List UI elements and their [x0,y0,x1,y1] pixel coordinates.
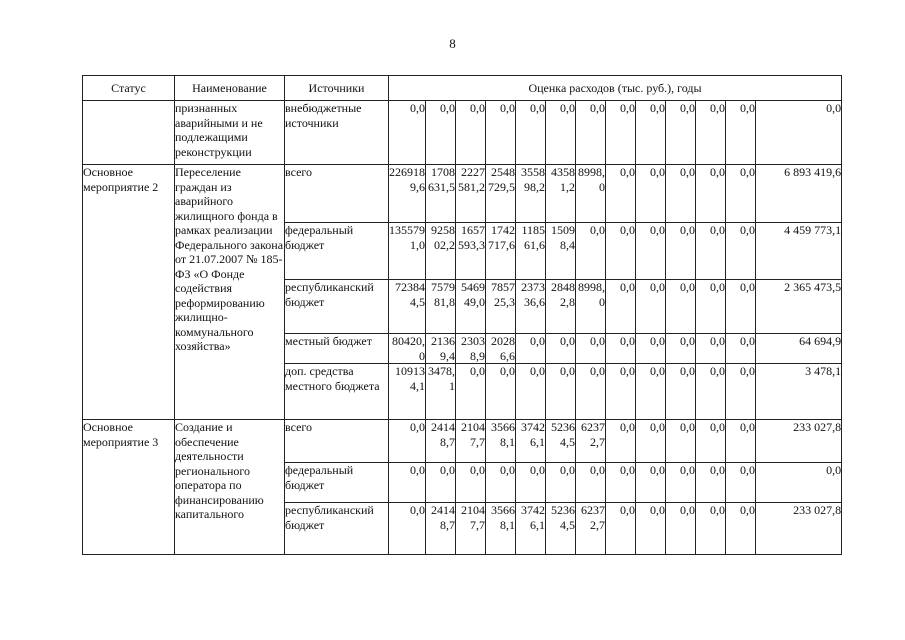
year-value-cell: 0,0 [576,463,606,503]
total-cell: 64 694,9 [756,334,842,364]
year-value-cell: 0,0 [516,364,546,420]
year-value-cell: 0,0 [696,503,726,555]
total-cell: 4 459 773,1 [756,223,842,280]
year-value-cell: 0,0 [576,364,606,420]
year-value-cell: 0,0 [606,280,636,334]
page-number: 8 [449,36,456,51]
year-value-cell: 0,0 [696,420,726,463]
year-value-cell: 355898,2 [516,165,546,223]
source-cell: доп. средства местного бюджета [285,364,389,420]
year-value-cell: 0,0 [666,101,696,165]
total-cell: 6 893 419,6 [756,165,842,223]
year-value-cell: 24148,7 [426,420,456,463]
year-value-cell: 785725,3 [486,280,516,334]
year-value-cell: 8998,0 [576,280,606,334]
year-value-cell: 0,0 [666,364,696,420]
year-value-cell: 0,0 [726,280,756,334]
year-value-cell: 0,0 [576,101,606,165]
year-value-cell: 0,0 [726,334,756,364]
year-value-cell: 0,0 [486,364,516,420]
year-value-cell: 21047,7 [456,420,486,463]
year-value-cell: 0,0 [606,503,636,555]
total-cell: 3 478,1 [756,364,842,420]
source-cell: местный бюджет [285,334,389,364]
table-row [83,101,842,165]
year-value-cell: 0,0 [606,334,636,364]
year-value-cell: 21047,7 [456,503,486,555]
year-value-cell: 0,0 [726,503,756,555]
year-value-cell: 0,0 [426,101,456,165]
year-value-cell: 0,0 [426,463,456,503]
year-value-cell: 0,0 [696,223,726,280]
year-value-cell: 1708631,5 [426,165,456,223]
year-value-cell: 0,0 [666,420,696,463]
year-value-cell: 0,0 [456,364,486,420]
year-value-cell: 0,0 [666,165,696,223]
year-value-cell: 0,0 [546,463,576,503]
name-cell: признанных аварийными и не подлежащими реконструкции [175,101,285,165]
year-value-cell: 1657593,3 [456,223,486,280]
name-cell: Переселение граждан из аварийного жилищного фонда в рамках реализации Федерального закона от 21.07.2007 № 185-ФЗ «О Фонде содействия реформированию жилищно-коммунального хозяйства» [175,165,285,420]
header-row [83,76,842,101]
year-value-cell: 0,0 [576,334,606,364]
year-value-cell: 0,0 [636,463,666,503]
source-cell: республиканский бюджет [285,280,389,334]
year-value-cell: 0,0 [546,101,576,165]
year-value-cell: 0,0 [636,503,666,555]
total-cell: 233 027,8 [756,420,842,463]
year-value-cell: 0,0 [726,364,756,420]
status-cell: Основное мероприятие 3 [83,420,175,555]
year-value-cell: 109134,1 [389,364,426,420]
year-value-cell: 24148,7 [426,503,456,555]
source-cell: всего [285,420,389,463]
year-value-cell: 80420,0 [389,334,426,364]
year-value-cell: 0,0 [389,420,426,463]
header-name: Наименование [175,76,285,101]
expense-table [82,75,842,555]
year-value-cell: 62372,7 [576,420,606,463]
source-cell: федеральный бюджет [285,223,389,280]
year-value-cell: 0,0 [696,280,726,334]
year-value-cell: 0,0 [696,463,726,503]
total-cell: 0,0 [756,101,842,165]
year-value-cell: 0,0 [486,101,516,165]
year-value-cell: 0,0 [606,101,636,165]
year-value-cell: 0,0 [696,165,726,223]
year-value-cell: 0,0 [516,463,546,503]
year-value-cell: 723844,5 [389,280,426,334]
total-cell: 233 027,8 [756,503,842,555]
year-value-cell: 546949,0 [456,280,486,334]
year-value-cell: 0,0 [726,420,756,463]
total-cell: 0,0 [756,463,842,503]
year-value-cell: 0,0 [636,280,666,334]
year-value-cell: 2548729,5 [486,165,516,223]
year-value-cell: 21369,4 [426,334,456,364]
year-value-cell: 2227581,2 [456,165,486,223]
year-value-cell: 0,0 [389,503,426,555]
year-value-cell: 237336,6 [516,280,546,334]
table-row [83,420,842,463]
year-value-cell: 43581,2 [546,165,576,223]
source-cell: всего [285,165,389,223]
year-value-cell: 0,0 [606,223,636,280]
table-row [83,165,842,223]
year-value-cell: 35668,1 [486,503,516,555]
year-value-cell: 52364,5 [546,420,576,463]
year-value-cell: 0,0 [696,101,726,165]
year-value-cell: 0,0 [456,463,486,503]
year-value-cell: 0,0 [606,165,636,223]
year-value-cell: 20286,6 [486,334,516,364]
year-value-cell: 0,0 [726,165,756,223]
year-value-cell: 37426,1 [516,420,546,463]
year-value-cell: 0,0 [389,463,426,503]
name-cell: Создание и обеспечение деятельности регионального оператора по финансированию капитального [175,420,285,555]
year-value-cell: 0,0 [696,364,726,420]
year-value-cell: 8998,0 [576,165,606,223]
year-value-cell: 0,0 [576,223,606,280]
year-value-cell: 118561,6 [516,223,546,280]
year-value-cell: 0,0 [636,364,666,420]
header-costs: Оценка расходов (тыс. руб.), годы [389,76,842,101]
year-value-cell: 0,0 [546,334,576,364]
year-value-cell: 0,0 [726,463,756,503]
source-cell: республиканский бюджет [285,503,389,555]
status-cell [83,101,175,165]
year-value-cell: 0,0 [606,420,636,463]
total-cell: 2 365 473,5 [756,280,842,334]
year-value-cell: 2269189,6 [389,165,426,223]
year-value-cell: 0,0 [636,101,666,165]
header-status: Статус [83,76,175,101]
status-cell: Основное мероприятие 2 [83,165,175,420]
year-value-cell: 0,0 [606,364,636,420]
year-value-cell: 0,0 [636,165,666,223]
year-value-cell: 0,0 [636,223,666,280]
year-value-cell: 0,0 [696,334,726,364]
year-value-cell: 0,0 [546,364,576,420]
year-value-cell: 0,0 [666,223,696,280]
year-value-cell: 0,0 [456,101,486,165]
year-value-cell: 0,0 [636,420,666,463]
year-value-cell: 0,0 [486,463,516,503]
year-value-cell: 28482,8 [546,280,576,334]
source-cell: федеральный бюджет [285,463,389,503]
year-value-cell: 52364,5 [546,503,576,555]
year-value-cell: 0,0 [666,334,696,364]
header-sources: Источники [285,76,389,101]
year-value-cell: 757981,8 [426,280,456,334]
year-value-cell: 15098,4 [546,223,576,280]
year-value-cell: 0,0 [726,223,756,280]
year-value-cell: 0,0 [636,334,666,364]
year-value-cell: 0,0 [666,280,696,334]
year-value-cell: 1355791,0 [389,223,426,280]
year-value-cell: 925802,2 [426,223,456,280]
year-value-cell: 37426,1 [516,503,546,555]
source-cell: внебюджетные источники [285,101,389,165]
year-value-cell: 0,0 [516,101,546,165]
year-value-cell: 1742717,6 [486,223,516,280]
year-value-cell: 3478,1 [426,364,456,420]
year-value-cell: 0,0 [726,101,756,165]
year-value-cell: 0,0 [666,503,696,555]
year-value-cell: 35668,1 [486,420,516,463]
year-value-cell: 0,0 [606,463,636,503]
year-value-cell: 0,0 [389,101,426,165]
year-value-cell: 62372,7 [576,503,606,555]
year-value-cell: 23038,9 [456,334,486,364]
year-value-cell: 0,0 [666,463,696,503]
year-value-cell: 0,0 [516,334,546,364]
